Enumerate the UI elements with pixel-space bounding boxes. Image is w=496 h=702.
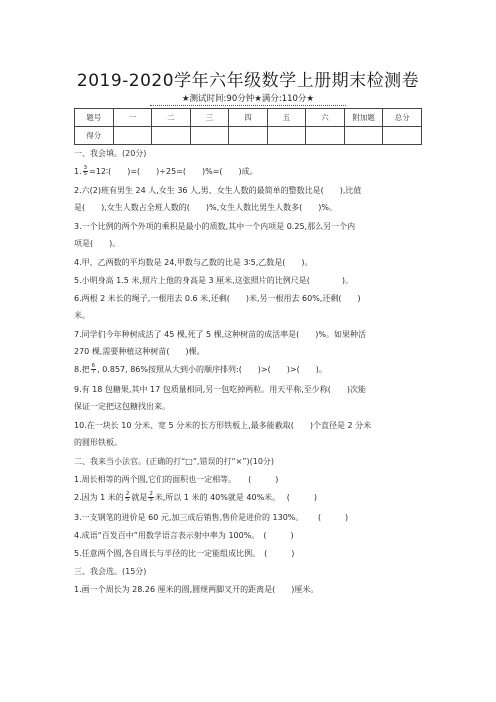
score-header-cell: 一	[113, 109, 152, 127]
question-text: , 0.857, 86%按照从大到小的顺序排列:( )>( )>( )。	[97, 365, 327, 374]
question-1-6-line1: 6.两根 2 米长的绳子,一根用去 0.6 米,还剩( )米,另一根用去 60%,还剩( )	[74, 294, 361, 303]
exam-subtitle: ★测试时间:90分钟★满分:110分★	[150, 92, 346, 106]
fraction-denominator: 7	[91, 369, 96, 375]
fraction-numerator: 2	[125, 491, 130, 497]
question-1-3-line2: 项是( )。	[74, 239, 121, 248]
question-1-2-line2: 是( ),女生人数占全班人数的( )%,女生人数比男生人数多( )%。	[74, 203, 338, 212]
score-header-cell: 六	[306, 109, 345, 127]
score-header-cell: 三	[190, 109, 229, 127]
question-1-3-line1: 3.一个比例的两个外项的乘积是最小的质数,其中一个内项是 0.25,那么另一个内	[74, 222, 356, 231]
section3-heading: 三、我会选。(15分)	[74, 567, 147, 576]
score-table-score-row	[75, 127, 422, 145]
section2-heading: 二、我来当小法官。(正确的打“□”,错误的打“×”)(10分)	[74, 457, 275, 466]
question-text: 就是	[131, 493, 148, 502]
question-2-5: 5.任意两个圆,各自周长与半径的比一定能组成比例。 ( )	[74, 549, 295, 558]
score-cell	[267, 127, 306, 145]
question-1-9-line1: 9.有 18 包糖果,其中 17 包质量相同,另一包吃掉两粒。用天平称,至少称( )次能	[74, 385, 367, 394]
question-2-4: 4.成语“百发百中”用数学语言表示射中率为 100%。 ( )	[74, 531, 294, 540]
question-text: 8.把	[74, 365, 90, 374]
score-row-label: 得分	[75, 127, 114, 145]
fraction-denominator: 5	[83, 171, 88, 177]
score-header-cell: 总分	[383, 109, 422, 127]
question-2-2	[74, 492, 430, 503]
section1-heading: 一、我会填。(20分)	[74, 149, 147, 158]
question-1-2-line1: 2.六(2)班有男生 24 人,女生 36 人,男、女生人数的最简单的整数比是( ),比值	[74, 186, 362, 195]
question-1-9-line2: 保证一定把这包糖找出来。	[74, 402, 170, 411]
question-1-10-line1: 10.在一块长 10 分米、宽 5 分米的长方形铁板上,最多能截取( )个直径是 2 分米	[74, 421, 372, 430]
question-3-1: 1.画一个周长为 28.26 厘米的圆,圆规两脚叉开的距离是( )厘米。	[74, 585, 319, 594]
fraction-denominator: 5	[149, 497, 153, 503]
fraction	[125, 492, 131, 503]
score-header-cell: 五	[267, 109, 306, 127]
fraction-numerator: 2	[149, 491, 153, 497]
question-1-1	[74, 166, 430, 177]
score-cell	[113, 127, 152, 145]
question-2-3: 3.一支钢笔的进价是 60 元,加三成后销售,售价是进价的 130%。 ( )	[74, 513, 349, 522]
fraction	[83, 166, 89, 177]
score-header-cell: 题号	[75, 109, 114, 127]
question-1-7-line2: 270 棵,需要种植这种树苗( )棵。	[74, 347, 205, 356]
question-1-5: 5.小明身高 1.5 米,照片上他的身高是 3 厘米,这张照片的比例尺是( )。	[74, 276, 353, 285]
question-1-4: 4.甲、乙两数的平均数是 24,甲数与乙数的比是 3∶5,乙数是( )。	[74, 258, 313, 267]
question-1-6-line2: 米。	[74, 311, 90, 320]
fraction-numerator: 6	[91, 363, 96, 369]
score-cell	[190, 127, 229, 145]
score-cell	[344, 127, 383, 145]
score-header-cell: 附加题	[344, 109, 383, 127]
exam-title: 2019-2020学年六年级数学上册期末检测卷	[76, 71, 420, 91]
question-text: 米,所以 1 米的 40%就是 40%米。 ( )	[154, 493, 317, 502]
score-table	[74, 108, 422, 145]
question-number: 1.	[74, 167, 82, 176]
score-header-cell: 四	[229, 109, 268, 127]
fraction	[91, 364, 97, 375]
score-header-cell: 二	[152, 109, 191, 127]
fraction-numerator: 3	[83, 165, 88, 171]
fraction	[148, 492, 154, 503]
score-cell	[229, 127, 268, 145]
score-table-header-row	[75, 109, 422, 127]
question-1-8	[74, 364, 430, 375]
score-cell	[306, 127, 345, 145]
question-text: =12∶( )=( )÷25=( )%=( )成。	[89, 167, 258, 176]
fraction-denominator: 5	[125, 497, 130, 503]
question-1-10-line2: 的圆形铁板。	[74, 438, 122, 447]
score-cell	[383, 127, 422, 145]
question-1-7-line1: 7.同学们今年种树成活了 45 棵,死了 5 棵,这种树苗的成活率是( )%。如果种活	[74, 330, 367, 339]
question-2-1: 1.周长相等的两个圆,它们的面积也一定相等。 ( )	[74, 475, 279, 484]
score-cell	[152, 127, 191, 145]
question-text: 2.因为 1 米的	[74, 493, 124, 502]
